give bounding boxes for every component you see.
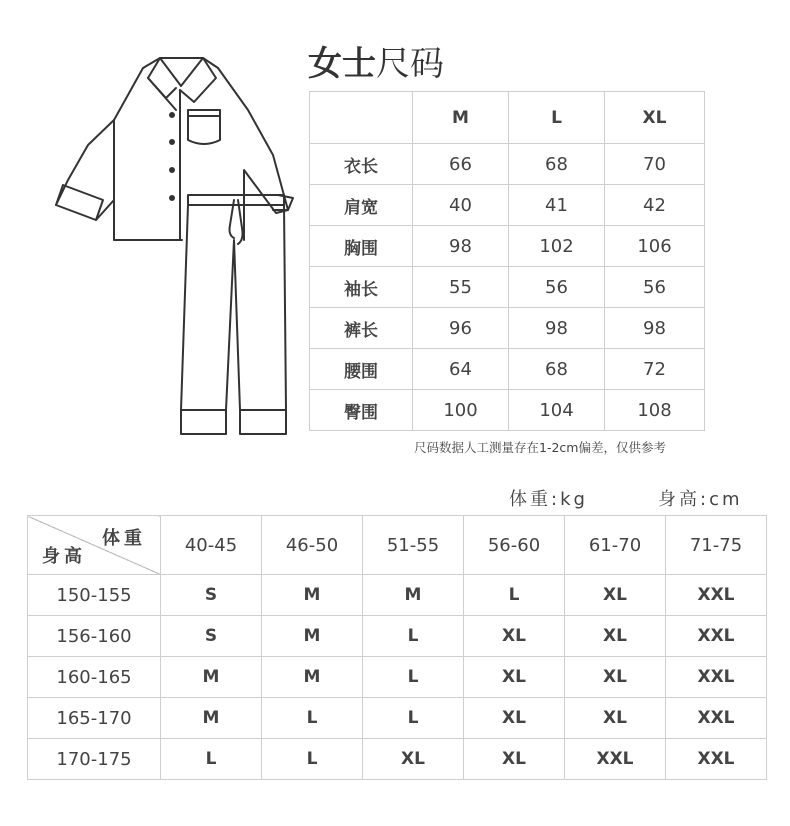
size-cell: XL: [565, 616, 666, 657]
size-cell: M: [161, 657, 262, 698]
measure-value: 106: [605, 226, 705, 267]
size-cell: XL: [464, 616, 565, 657]
measure-value: 41: [509, 185, 605, 226]
pajama-pants-icon: [181, 195, 286, 434]
size-cell: XL: [363, 739, 464, 780]
size-cell: M: [363, 575, 464, 616]
size-cell: M: [262, 657, 363, 698]
size-col-header: XL: [605, 92, 705, 144]
measure-value: 102: [509, 226, 605, 267]
corner-height-label: 身高: [42, 546, 86, 567]
measure-label: 裤长: [310, 308, 413, 349]
table-row: [28, 616, 767, 657]
height-range-label: 165-170: [28, 698, 161, 739]
size-col-header: M: [413, 92, 509, 144]
weight-range-header: 71-75: [666, 516, 767, 575]
weight-unit-label: 体重:kg: [509, 489, 588, 510]
size-cell: M: [262, 616, 363, 657]
table-row: [310, 144, 705, 185]
weight-range-header: 56-60: [464, 516, 565, 575]
table-row: [28, 698, 767, 739]
size-cell: L: [262, 698, 363, 739]
measure-label: 腰围: [310, 349, 413, 390]
measure-value: 66: [413, 144, 509, 185]
size-cell: XL: [565, 698, 666, 739]
size-cell: XXL: [666, 616, 767, 657]
table-row: [310, 226, 705, 267]
title-bold: 女士: [308, 44, 376, 84]
size-cell: L: [161, 739, 262, 780]
measure-value: 40: [413, 185, 509, 226]
measure-value: 56: [605, 267, 705, 308]
measure-value: 98: [413, 226, 509, 267]
table-row: [28, 739, 767, 780]
size-cell: XL: [464, 657, 565, 698]
table-row: [310, 349, 705, 390]
size-cell: S: [161, 575, 262, 616]
measure-label: 衣长: [310, 144, 413, 185]
corner-header: [28, 516, 161, 575]
measure-value: 104: [509, 390, 605, 431]
table-row: [28, 575, 767, 616]
size-cell: XL: [464, 739, 565, 780]
size-cell: XXL: [666, 575, 767, 616]
measure-value: 72: [605, 349, 705, 390]
measure-value: 70: [605, 144, 705, 185]
measure-value: 55: [413, 267, 509, 308]
measure-value: 96: [413, 308, 509, 349]
size-cell: L: [464, 575, 565, 616]
height-range-label: 170-175: [28, 739, 161, 780]
pajama-illustration: [48, 50, 298, 442]
measurement-note: 尺码数据人工测量存在1-2cm偏差，仅供参考: [414, 440, 666, 455]
measure-value: 68: [509, 349, 605, 390]
size-cell: XL: [464, 698, 565, 739]
weight-range-header: 51-55: [363, 516, 464, 575]
size-cell: XXL: [666, 698, 767, 739]
size-cell: M: [161, 698, 262, 739]
size-cell: XXL: [565, 739, 666, 780]
measure-value: 108: [605, 390, 705, 431]
height-range-label: 156-160: [28, 616, 161, 657]
size-cell: L: [363, 616, 464, 657]
size-cell: XL: [565, 575, 666, 616]
size-col-header: L: [509, 92, 605, 144]
size-recommendation-table: [27, 515, 767, 780]
table-row: [28, 657, 767, 698]
table-row: [310, 185, 705, 226]
size-chart-corner: [310, 92, 413, 144]
weight-range-header: 46-50: [262, 516, 363, 575]
table-row: [310, 390, 705, 431]
size-cell: S: [161, 616, 262, 657]
measure-value: 42: [605, 185, 705, 226]
table-row: [310, 267, 705, 308]
height-unit-label: 身高:cm: [658, 489, 743, 510]
height-range-label: 160-165: [28, 657, 161, 698]
measure-value: 98: [605, 308, 705, 349]
measure-value: 68: [509, 144, 605, 185]
weight-range-header: 40-45: [161, 516, 262, 575]
measure-label: 臀围: [310, 390, 413, 431]
height-range-label: 150-155: [28, 575, 161, 616]
size-cell: XXL: [666, 657, 767, 698]
size-cell: M: [262, 575, 363, 616]
size-cell: L: [262, 739, 363, 780]
measure-value: 100: [413, 390, 509, 431]
size-cell: XXL: [666, 739, 767, 780]
weight-range-header: 61-70: [565, 516, 666, 575]
title-light: 尺码: [376, 44, 444, 84]
measure-label: 肩宽: [310, 185, 413, 226]
measure-label: 胸围: [310, 226, 413, 267]
size-cell: L: [363, 657, 464, 698]
table-row: [310, 308, 705, 349]
size-cell: L: [363, 698, 464, 739]
measure-value: 56: [509, 267, 605, 308]
measure-value: 98: [509, 308, 605, 349]
corner-weight-label: 体重: [102, 528, 146, 549]
pajama-shirt-icon: [56, 58, 293, 240]
size-chart-table: [309, 91, 705, 431]
measure-label: 袖长: [310, 267, 413, 308]
measure-value: 64: [413, 349, 509, 390]
page-title: [308, 36, 444, 85]
size-cell: XL: [565, 657, 666, 698]
